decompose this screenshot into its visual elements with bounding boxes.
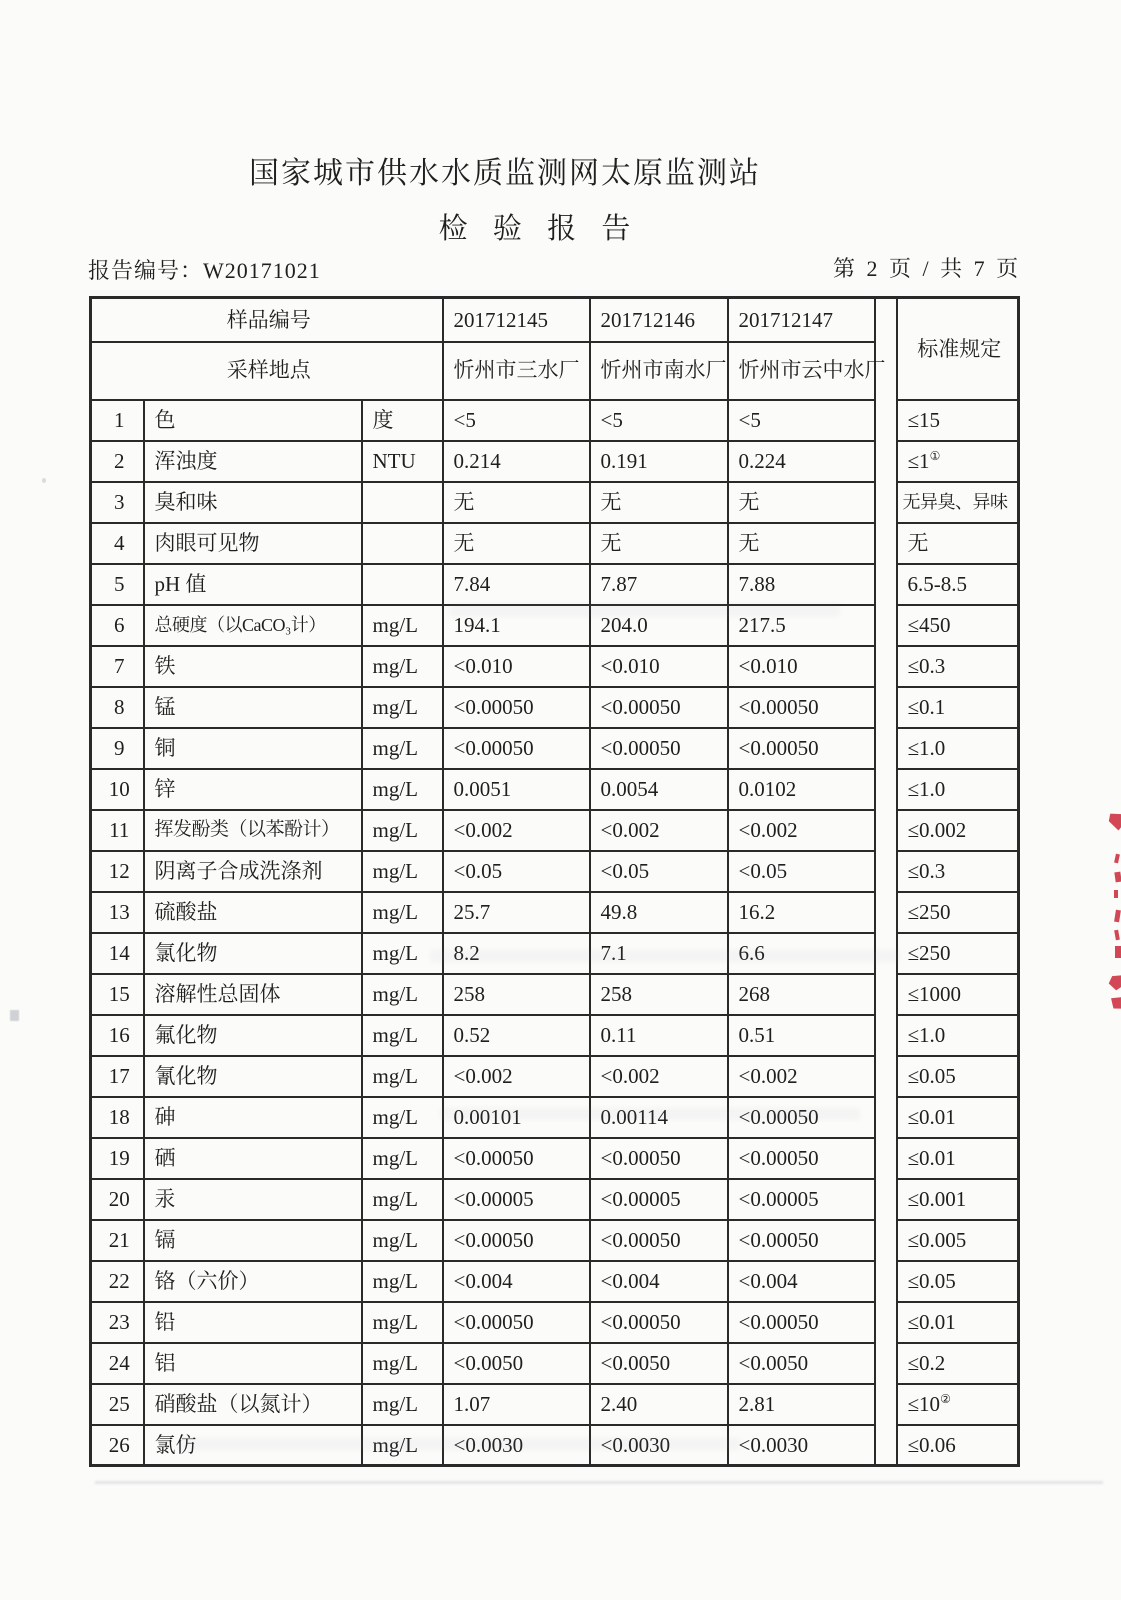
- standard-limit: [897, 441, 1019, 482]
- value-sample-2: 0.00114: [590, 1097, 728, 1138]
- sample-no-label: 样品编号: [91, 298, 443, 342]
- parameter-name: 氯仿: [144, 1425, 362, 1466]
- value-sample-1: <5: [443, 400, 590, 441]
- standard-text: ≤10: [907, 1391, 941, 1416]
- value-sample-1: <0.00050: [443, 728, 590, 769]
- standard-text: ≤0.2: [907, 1350, 946, 1375]
- value-sample-3: 无: [728, 482, 875, 523]
- parameter-name: 铁: [144, 646, 362, 687]
- standard-text: ≤0.3: [907, 653, 946, 678]
- value-sample-2: 7.87: [590, 564, 728, 605]
- standard-limit: [897, 687, 1019, 728]
- standard-limit: [897, 1056, 1019, 1097]
- standard-text: ≤250: [907, 899, 951, 924]
- value-sample-1: 258: [443, 974, 590, 1015]
- standard-text: ≤0.1: [907, 694, 946, 719]
- standard-text: ≤1.0: [907, 776, 946, 801]
- table-body: [91, 400, 1019, 1466]
- value-sample-2: <0.004: [590, 1261, 728, 1302]
- standard-limit: [897, 933, 1019, 974]
- row-number: 19: [91, 1138, 144, 1179]
- unit: NTU: [362, 441, 443, 482]
- value-sample-1: <0.002: [443, 810, 590, 851]
- parameter-name: 色: [144, 400, 362, 441]
- value-sample-1: <0.004: [443, 1261, 590, 1302]
- value-sample-1: 无: [443, 523, 590, 564]
- parameter-name: 氟化物: [144, 1015, 362, 1056]
- value-sample-2: <0.0050: [590, 1343, 728, 1384]
- report-subtitle: 检 验 报 告: [438, 213, 640, 245]
- standard-text: ≤0.01: [907, 1145, 956, 1170]
- value-sample-2: 无: [590, 523, 728, 564]
- unit: 度: [362, 400, 443, 441]
- unit: mg/L: [362, 892, 443, 933]
- unit: mg/L: [362, 728, 443, 769]
- value-sample-1: <0.00050: [443, 1302, 590, 1343]
- standard-footnote-mark: ②: [940, 1391, 951, 1406]
- parameter-name: 氯化物: [144, 933, 362, 974]
- sample-id-1: 201712145: [443, 298, 590, 342]
- unit: [362, 523, 443, 564]
- parameter-name: 铬（六价）: [144, 1261, 362, 1302]
- standard-limit: [897, 1179, 1019, 1220]
- stamp-mark: [1110, 994, 1121, 1013]
- row-number: 20: [91, 1179, 144, 1220]
- standard-limit: [897, 1220, 1019, 1261]
- value-sample-3: <0.002: [728, 1056, 875, 1097]
- location-label: 采样地点: [91, 342, 443, 400]
- standard-text: ≤15: [907, 407, 941, 432]
- row-number: 4: [91, 523, 144, 564]
- value-sample-3: <0.00050: [728, 1302, 875, 1343]
- row-number: 21: [91, 1220, 144, 1261]
- value-sample-3: 6.6: [728, 933, 875, 974]
- page-indicator: 第 2 页 / 共 7 页: [833, 256, 1022, 281]
- page-title: 国家城市供水水质监测网太原监测站: [249, 157, 761, 190]
- value-sample-2: <0.05: [590, 851, 728, 892]
- parameter-name: 硝酸盐（以氮计）: [144, 1384, 362, 1425]
- value-sample-3: 16.2: [728, 892, 875, 933]
- standard-text: ≤0.01: [907, 1309, 956, 1334]
- value-sample-1: 0.00101: [443, 1097, 590, 1138]
- standard-limit: [897, 400, 1019, 441]
- value-sample-2: 7.1: [590, 933, 728, 974]
- standard-text: ≤250: [907, 940, 951, 965]
- standard-text: ≤0.002: [907, 817, 967, 842]
- parameter-name: 砷: [144, 1097, 362, 1138]
- unit: mg/L: [362, 1302, 443, 1343]
- value-sample-1: <0.0030: [443, 1425, 590, 1466]
- value-sample-3: 0.0102: [728, 769, 875, 810]
- row-number: 2: [91, 441, 144, 482]
- stamp-mark: [1114, 854, 1120, 864]
- standard-limit: [897, 646, 1019, 687]
- row-number: 7: [91, 646, 144, 687]
- table-header: [91, 298, 1019, 400]
- standard-limit: [897, 1261, 1019, 1302]
- unit: mg/L: [362, 974, 443, 1015]
- value-sample-3: 2.81: [728, 1384, 875, 1425]
- value-sample-2: <5: [590, 400, 728, 441]
- standard-text: ≤0.3: [907, 858, 946, 883]
- unit: mg/L: [362, 1179, 443, 1220]
- unit: mg/L: [362, 1425, 443, 1466]
- value-sample-2: 258: [590, 974, 728, 1015]
- value-sample-3: <0.00050: [728, 1138, 875, 1179]
- parameter-name: 阴离子合成洗涤剂: [144, 851, 362, 892]
- standard-text: 无异臭、异味: [902, 491, 1008, 512]
- parameter-name: 锰: [144, 687, 362, 728]
- row-number: 14: [91, 933, 144, 974]
- row-number: 26: [91, 1425, 144, 1466]
- value-sample-2: <0.00050: [590, 1138, 728, 1179]
- standard-text: ≤1.0: [907, 735, 946, 760]
- value-sample-3: <0.00050: [728, 687, 875, 728]
- location-1: 忻州市三水厂: [443, 342, 590, 400]
- stamp-mark: [1105, 808, 1121, 830]
- unit: mg/L: [362, 1343, 443, 1384]
- standard-limit: [897, 1015, 1019, 1056]
- standard-limit: [897, 605, 1019, 646]
- row-number: 8: [91, 687, 144, 728]
- row-number: 24: [91, 1343, 144, 1384]
- value-sample-2: 0.11: [590, 1015, 728, 1056]
- parameter-name: 硫酸盐: [144, 892, 362, 933]
- parameter-name: 总硬度（以CaCO₃计）: [144, 605, 362, 646]
- value-sample-1: 194.1: [443, 605, 590, 646]
- value-sample-3: <0.00050: [728, 1220, 875, 1261]
- sample-id-3: 201712147: [728, 298, 875, 342]
- parameter-name: 铅: [144, 1302, 362, 1343]
- value-sample-2: 0.0054: [590, 769, 728, 810]
- unit: mg/L: [362, 769, 443, 810]
- row-number: 12: [91, 851, 144, 892]
- stamp-mark: [1115, 946, 1121, 958]
- value-sample-2: 无: [590, 482, 728, 523]
- row-number: 11: [91, 810, 144, 851]
- value-sample-2: <0.010: [590, 646, 728, 687]
- parameter-name: 溶解性总固体: [144, 974, 362, 1015]
- value-sample-3: <0.0030: [728, 1425, 875, 1466]
- parameter-name: 肉眼可见物: [144, 523, 362, 564]
- unit: mg/L: [362, 810, 443, 851]
- unit: mg/L: [362, 646, 443, 687]
- value-sample-2: <0.00050: [590, 728, 728, 769]
- standard-limit: [897, 564, 1019, 605]
- scan-speck-artifact: [10, 1010, 19, 1021]
- row-number: 15: [91, 974, 144, 1015]
- value-sample-1: 0.0051: [443, 769, 590, 810]
- value-sample-1: <0.00050: [443, 687, 590, 728]
- value-sample-2: 2.40: [590, 1384, 728, 1425]
- value-sample-1: 8.2: [443, 933, 590, 974]
- standard-text: ≤0.06: [907, 1432, 956, 1457]
- parameter-name: 镉: [144, 1220, 362, 1261]
- parameter-name: 汞: [144, 1179, 362, 1220]
- report-number-value: W20171021: [203, 258, 321, 283]
- standard-limit: [897, 523, 1019, 564]
- location-2: 忻州市南水厂: [590, 342, 728, 400]
- value-sample-2: 0.191: [590, 441, 728, 482]
- standard-limit: [897, 1097, 1019, 1138]
- parameter-name: 锌: [144, 769, 362, 810]
- standard-text: ≤0.001: [907, 1186, 967, 1211]
- standard-text: ≤0.01: [907, 1104, 956, 1129]
- standard-text: 无: [907, 530, 929, 555]
- table-row: [91, 400, 1019, 441]
- stamp-mark: [1114, 910, 1121, 923]
- value-sample-3: <0.002: [728, 810, 875, 851]
- sample-id-row: [91, 298, 1019, 342]
- value-sample-1: 无: [443, 482, 590, 523]
- value-sample-3: 217.5: [728, 605, 875, 646]
- standard-text: ≤0.05: [907, 1063, 956, 1088]
- standard-limit: [897, 851, 1019, 892]
- stamp-mark: [1114, 890, 1118, 898]
- parameter-name: 铜: [144, 728, 362, 769]
- report-number: [88, 254, 321, 285]
- value-sample-2: <0.002: [590, 1056, 728, 1097]
- value-sample-2: 204.0: [590, 605, 728, 646]
- value-sample-1: 25.7: [443, 892, 590, 933]
- row-number: 6: [91, 605, 144, 646]
- standard-limit: [897, 1138, 1019, 1179]
- parameter-name: 氰化物: [144, 1056, 362, 1097]
- standard-limit: [897, 892, 1019, 933]
- sample-id-2: 201712146: [590, 298, 728, 342]
- value-sample-3: <5: [728, 400, 875, 441]
- unit: [362, 564, 443, 605]
- value-sample-1: 1.07: [443, 1384, 590, 1425]
- row-number: 16: [91, 1015, 144, 1056]
- value-sample-1: 0.214: [443, 441, 590, 482]
- row-number: 18: [91, 1097, 144, 1138]
- row-number: 9: [91, 728, 144, 769]
- value-sample-3: 0.224: [728, 441, 875, 482]
- unit: mg/L: [362, 1220, 443, 1261]
- standard-text: ≤1: [907, 448, 930, 473]
- unit: mg/L: [362, 1015, 443, 1056]
- unit: mg/L: [362, 687, 443, 728]
- scan-speck-artifact: [42, 478, 46, 483]
- value-sample-2: 49.8: [590, 892, 728, 933]
- standard-limit: [897, 1302, 1019, 1343]
- standard-limit: [897, 1425, 1019, 1466]
- value-sample-2: <0.00005: [590, 1179, 728, 1220]
- value-sample-3: <0.00050: [728, 728, 875, 769]
- standard-text: ≤450: [907, 612, 951, 637]
- standard-footnote-mark: ①: [929, 448, 941, 463]
- red-stamp-fragment: [1087, 788, 1121, 1028]
- value-sample-3: <0.00050: [728, 1097, 875, 1138]
- value-sample-3: <0.010: [728, 646, 875, 687]
- standard-text: ≤0.005: [907, 1227, 967, 1252]
- parameter-name: 挥发酚类（以苯酚计）: [144, 810, 362, 851]
- value-sample-2: <0.00050: [590, 1302, 728, 1343]
- standard-text: 6.5-8.5: [907, 571, 968, 596]
- parameter-name: 硒: [144, 1138, 362, 1179]
- standard-limit: [897, 482, 1019, 523]
- unit: mg/L: [362, 1138, 443, 1179]
- value-sample-3: 268: [728, 974, 875, 1015]
- unit: mg/L: [362, 605, 443, 646]
- standard-header: 标准规定: [897, 298, 1019, 400]
- row-number: 1: [91, 400, 144, 441]
- location-3: 忻州市云中水厂: [728, 342, 875, 400]
- spacer-column: [875, 298, 897, 400]
- stamp-mark: [1114, 930, 1120, 941]
- parameter-name: 浑浊度: [144, 441, 362, 482]
- value-sample-3: 0.51: [728, 1015, 875, 1056]
- report-number-label: 报告编号：: [88, 258, 204, 283]
- standard-limit: [897, 810, 1019, 851]
- standard-text: ≤1.0: [907, 1022, 946, 1047]
- value-sample-2: <0.002: [590, 810, 728, 851]
- unit: mg/L: [362, 851, 443, 892]
- row-number: 17: [91, 1056, 144, 1097]
- value-sample-1: <0.05: [443, 851, 590, 892]
- row-number: 25: [91, 1384, 144, 1425]
- parameter-name: 铝: [144, 1343, 362, 1384]
- value-sample-3: 7.88: [728, 564, 875, 605]
- row-number: 22: [91, 1261, 144, 1302]
- standard-text: ≤1000: [907, 981, 962, 1006]
- value-sample-3: <0.05: [728, 851, 875, 892]
- parameter-name: 臭和味: [144, 482, 362, 523]
- stamp-mark: [1114, 872, 1121, 883]
- standard-limit: [897, 728, 1019, 769]
- value-sample-1: 7.84: [443, 564, 590, 605]
- value-sample-2: <0.00050: [590, 1220, 728, 1261]
- value-sample-1: <0.00050: [443, 1220, 590, 1261]
- value-sample-3: <0.00005: [728, 1179, 875, 1220]
- results-table: [89, 296, 1020, 1467]
- stamp-mark: [1107, 972, 1121, 992]
- value-sample-1: <0.00005: [443, 1179, 590, 1220]
- unit: mg/L: [362, 1097, 443, 1138]
- unit: mg/L: [362, 933, 443, 974]
- row-number: 10: [91, 769, 144, 810]
- value-sample-1: <0.010: [443, 646, 590, 687]
- value-sample-3: 无: [728, 523, 875, 564]
- standard-limit: [897, 1384, 1019, 1425]
- value-sample-2: <0.00050: [590, 687, 728, 728]
- value-sample-1: <0.0050: [443, 1343, 590, 1384]
- spacer-column: [875, 400, 897, 1466]
- standard-text: ≤0.05: [907, 1268, 956, 1293]
- unit: mg/L: [362, 1056, 443, 1097]
- row-number: 3: [91, 482, 144, 523]
- value-sample-1: <0.002: [443, 1056, 590, 1097]
- row-number: 23: [91, 1302, 144, 1343]
- row-number: 5: [91, 564, 144, 605]
- value-sample-2: <0.0030: [590, 1425, 728, 1466]
- unit: mg/L: [362, 1384, 443, 1425]
- standard-limit: [897, 974, 1019, 1015]
- value-sample-3: <0.004: [728, 1261, 875, 1302]
- value-sample-3: <0.0050: [728, 1343, 875, 1384]
- row-number: 13: [91, 892, 144, 933]
- standard-limit: [897, 1343, 1019, 1384]
- value-sample-1: <0.00050: [443, 1138, 590, 1179]
- value-sample-1: 0.52: [443, 1015, 590, 1056]
- standard-limit: [897, 769, 1019, 810]
- scan-streak-artifact: [95, 1481, 1103, 1484]
- parameter-name: pH 值: [144, 564, 362, 605]
- unit: mg/L: [362, 1261, 443, 1302]
- unit: [362, 482, 443, 523]
